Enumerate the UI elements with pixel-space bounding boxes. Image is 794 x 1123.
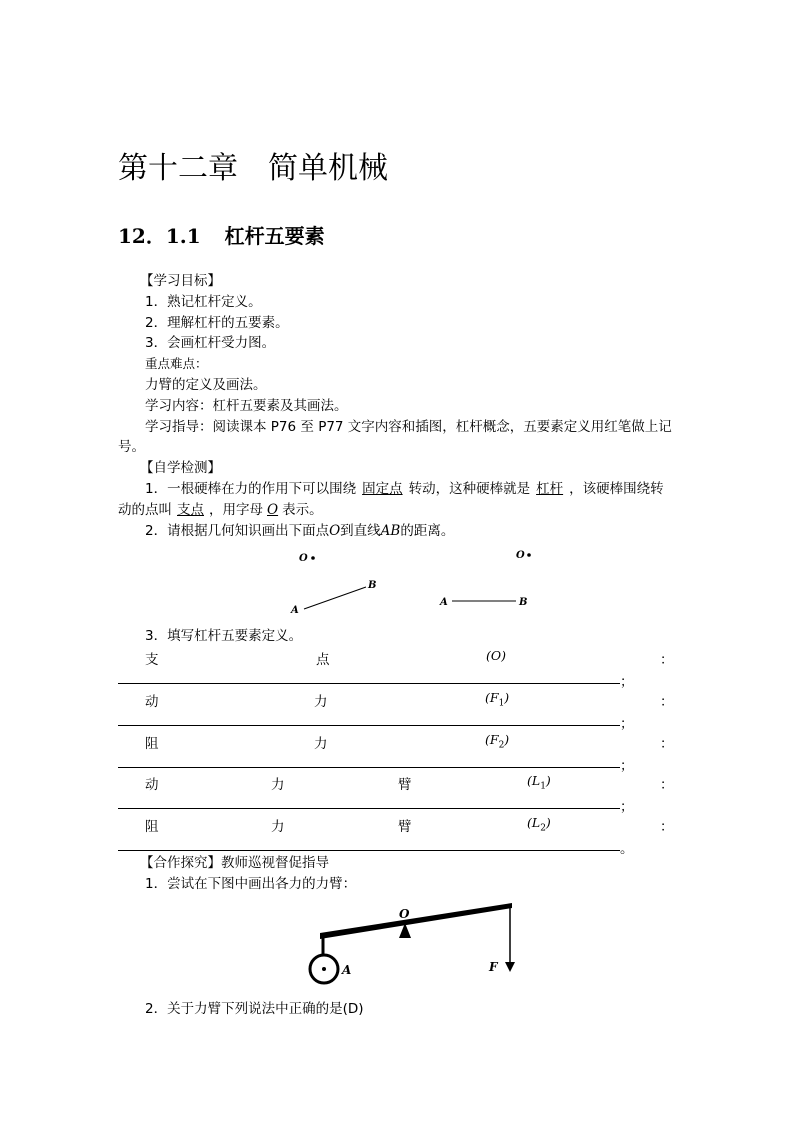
goal-item: 2．理解杠杆的五要素。 (145, 315, 289, 331)
row-end-mark: 。 (620, 841, 634, 857)
q1-answer-lever: 杠杆 (536, 481, 564, 497)
row-colon: ： (660, 819, 674, 835)
row-effort-arm-char: 力 (271, 777, 285, 793)
q2-point-o: O (329, 523, 341, 539)
chapter-name: 简单机械 (268, 151, 388, 186)
fill-blank-line[interactable] (118, 850, 620, 851)
section-number: 12．1.1 (118, 224, 201, 248)
row-effort-symbol: $(F_1)$ (485, 690, 510, 709)
guide-text-cont: 号。 (118, 439, 145, 455)
q2-line-ab: AB (380, 523, 401, 539)
row-resistance-symbol: $(F_2)$ (485, 732, 510, 751)
row-resistance-arm-char: 阻 (145, 819, 159, 835)
row-colon: ： (660, 652, 674, 668)
key-points-label: 重点难点： (145, 356, 208, 371)
fill-blank-line[interactable] (118, 725, 620, 726)
row-colon: ： (660, 777, 674, 793)
goals-heading: 【学习目标】 (140, 273, 221, 289)
lever-f-label: F (489, 960, 498, 974)
row-fulcrum-char: 支 (145, 652, 159, 668)
row-end-mark: ； (620, 716, 634, 732)
row-end-mark: ； (620, 799, 634, 815)
lever-o-label: O (399, 907, 410, 921)
row-resistance-arm-char: 臂 (398, 819, 412, 835)
question-1 (145, 479, 664, 499)
row-end-mark: ； (620, 758, 634, 774)
q1-text: ，用字母 (209, 502, 263, 518)
content-line (145, 396, 348, 416)
point-a-label: A (291, 605, 299, 616)
lever-bar (320, 903, 512, 939)
guide-line (145, 417, 672, 437)
geometry-figure (280, 545, 550, 620)
cooperate-question-1: 1．尝试在下图中画出各力的力臂： (145, 876, 357, 892)
q2-text: 2．请根据几何知识画出下面点 (145, 523, 330, 539)
row-effort-arm-char: 动 (145, 777, 159, 793)
guide-text: 阅读课本 P76 至 P77 文字内容和插图，杠杆概念，五要素定义用红笔做上记 (212, 419, 672, 435)
force-arrow-head-icon (505, 962, 515, 972)
q1-text: 转动，这种硬棒就是 (408, 481, 531, 497)
q2-text: 的距离。 (400, 523, 455, 539)
key-points-text: 力臂的定义及画法。 (145, 377, 267, 393)
point-a-label-2: A (440, 597, 448, 608)
goal-item: 3．会画杠杆受力图。 (145, 335, 276, 351)
q1-answer-fixed-point: 固定点 (362, 481, 403, 497)
chapter-number: 第十二章 (118, 151, 238, 186)
cooperate-heading-rest: 教师巡视督促指导 (221, 855, 329, 871)
row-colon: ： (660, 736, 674, 752)
lever-a-label: A (342, 963, 352, 977)
cooperate-question-2: 2．关于力臂下列说法中正确的是(D) (145, 1001, 364, 1017)
question-2 (145, 521, 454, 541)
goal-item: 1．熟记杠杆定义。 (145, 294, 262, 310)
point-o-label: O (299, 553, 308, 564)
point-b-label: B (368, 580, 377, 591)
fill-blank-line[interactable] (118, 767, 620, 768)
chapter-title (118, 143, 388, 187)
row-fulcrum-symbol: (O) (486, 648, 507, 663)
row-fulcrum-char: 点 (316, 652, 330, 668)
fill-blank-line[interactable] (118, 683, 620, 684)
q1-answer-fulcrum: 支点 (177, 502, 204, 518)
guide-label: 学习指导： (145, 419, 213, 435)
q2-text: 到直线 (340, 523, 381, 539)
fill-blank-line[interactable] (118, 808, 620, 809)
question-1-cont (118, 500, 323, 520)
row-effort-char: 力 (314, 694, 328, 710)
slanted-line-ab (304, 587, 366, 609)
row-resistance-arm-char: 力 (271, 819, 285, 835)
weight-center (322, 967, 326, 971)
row-effort-char: 动 (145, 694, 159, 710)
point-o-label-2: O (516, 550, 525, 561)
section-title (118, 220, 325, 249)
lever-figure (300, 898, 530, 993)
q1-text: ，该硬棒围绕转 (569, 481, 664, 497)
q1-answer-letter: O (267, 502, 279, 518)
row-end-mark: ； (620, 674, 634, 690)
section-name: 杠杆五要素 (224, 224, 325, 248)
point-o-dot (311, 556, 315, 560)
cooperate-heading: 【合作探究】 (140, 855, 221, 871)
content-text: 杠杆五要素及其画法。 (212, 398, 348, 414)
cooperate-heading-line (140, 853, 329, 873)
row-resistance-char: 阻 (145, 736, 159, 752)
point-b-label-2: B (519, 597, 528, 608)
row-effort-arm-symbol: $(L_1)$ (527, 773, 551, 792)
selfcheck-heading: 【自学检测】 (140, 460, 221, 476)
row-colon: ： (660, 694, 674, 710)
content-label: 学习内容： (145, 398, 213, 414)
q1-text: 表示。 (282, 502, 323, 518)
row-resistance-char: 力 (314, 736, 328, 752)
row-effort-arm-char: 臂 (398, 777, 412, 793)
q1-text: 动的点叫 (118, 502, 172, 518)
point-o-dot-2 (527, 553, 531, 557)
q1-text: 1．一根硬棒在力的作用下可以围绕 (145, 481, 357, 497)
row-resistance-arm-symbol: $(L_2)$ (527, 815, 551, 834)
question-3: 3．填写杠杆五要素定义。 (145, 628, 303, 644)
